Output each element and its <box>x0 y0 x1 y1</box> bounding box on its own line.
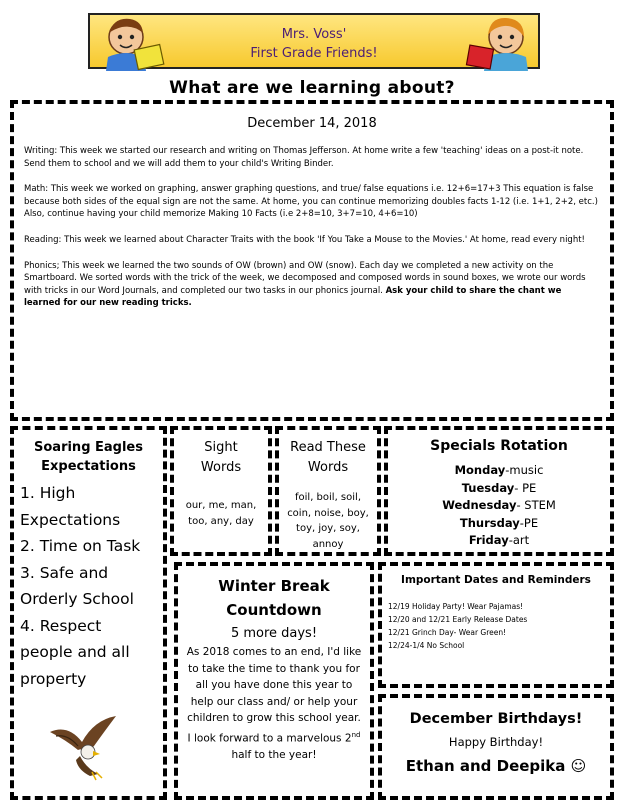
sight-words-list <box>178 498 264 530</box>
specials-subject: PE <box>523 515 539 530</box>
specials-row <box>392 515 606 533</box>
read-words-line: foil, boil, soil, <box>295 492 361 503</box>
specials-title: Specials Rotation <box>430 438 568 454</box>
sight-words-box <box>170 426 272 556</box>
countdown-text: 5 more days! <box>230 626 318 641</box>
specials-subject: STEM <box>524 498 556 512</box>
eagles-title-line1: Soaring Eagles <box>34 440 143 455</box>
specials-day: Tuesday <box>461 480 515 495</box>
specials-row <box>392 480 606 498</box>
winter-message-text: As 2018 comes to an end, I'd like to take the time to thank you for all you have done this year to help our class and/ or help your children to grow this school year. I look forward to a marvelous 2 <box>186 646 362 744</box>
specials-day: Wednesday <box>442 498 517 512</box>
winter-title-line1: Winter Break <box>218 577 330 595</box>
expectation-item: 4. Respect people and all property <box>20 616 130 688</box>
newsletter-date: December 14, 2018 <box>247 116 377 131</box>
winter-message-end: half to the year! <box>231 748 317 761</box>
specials-day: Monday <box>454 463 506 477</box>
writing-paragraph: Writing: This week we started our research and writing on Thomas Jefferson. At home write a few 'teaching' ideas on a post-it note. Send them to school and we will add them to your child's Writing Binder. <box>24 146 584 169</box>
page-title: What are we learning about? <box>169 78 455 98</box>
header-banner <box>88 13 540 69</box>
eagles-title <box>20 438 157 476</box>
specials-subject: PE <box>522 480 537 495</box>
specials-day: Thursday <box>459 515 520 530</box>
birthdays-title: December Birthdays! <box>409 711 583 727</box>
reading-paragraph: Reading: This week we learned about Character Traits with the book 'If You Take a Mouse to the Movies.' At home, read every night! <box>24 234 585 245</box>
december-birthdays-box <box>378 694 614 800</box>
sight-words-title <box>178 438 264 478</box>
specials-row <box>392 497 606 515</box>
birthdays-greeting: Happy Birthday! <box>448 735 544 749</box>
expectation-item: 1. High Expectations <box>20 484 121 529</box>
sight-words-line: our, me, man, <box>185 500 257 511</box>
eagles-title-line2: Expectations <box>41 459 136 474</box>
phonics-paragraph <box>24 260 600 310</box>
specials-row <box>392 532 606 550</box>
expectation-item: 2. Time on Task <box>20 537 141 555</box>
girl-with-book-icon <box>454 13 536 71</box>
specials-rotation-box <box>384 426 614 556</box>
phonics-text: Phonics; This week we learned the two sounds of OW (brown) and OW (snow). Each day we completed a new activity on the Smartboard. We sorted words with the trick of the week, we decomposed and composed words in sound boxes, we wrote our words with tricks in our Word Journals, and completed our two tasks in our phonics journal. <box>24 260 586 296</box>
specials-sep: - <box>505 463 510 477</box>
read-words-list <box>282 490 374 552</box>
specials-day: Friday <box>468 533 509 547</box>
expectation-item: 3. Safe and Orderly School <box>20 563 134 608</box>
read-these-words-title <box>282 438 374 478</box>
phonics-bold-text: Ask your child to share the chant we learned for our new reading tricks. <box>24 285 562 309</box>
date-item: 12/19 Holiday Party! Wear Pajamas! <box>388 602 524 611</box>
winter-break-box <box>174 562 374 800</box>
date-item: 12/24-1/4 No School <box>388 641 465 650</box>
important-dates-box <box>378 562 614 688</box>
read-title-line2: Words <box>307 460 349 475</box>
birthday-names: Ethan and Deepika ☺ <box>405 757 587 775</box>
specials-sep: - <box>514 480 523 495</box>
math-paragraph: Math: This week we worked on graphing, answer graphing questions, and true/ false equations i.e. 12+6=17+3 This equation is false because both sides of the equal sign are not the same. At home, you can continue memorizing doubles facts 1-12 (i.e. 1+1, 2+2, etc.) Also, continue having your child memorize Making 10 Facts (i.e 2+8=10, 3+7=10, 4+6=10) <box>24 184 598 220</box>
date-item: 12/21 Grinch Day- Wear Green! <box>388 628 507 637</box>
read-title-line1: Read These <box>290 440 366 455</box>
sight-words-line: too, any, day <box>188 516 254 527</box>
winter-title-line2: Countdown <box>226 601 322 619</box>
specials-sep: - <box>516 498 525 512</box>
sight-title-line2: Words <box>200 460 242 475</box>
specials-row <box>392 462 606 480</box>
teacher-name: Mrs. Voss' <box>281 27 347 42</box>
specials-subject: music <box>509 463 544 477</box>
eagle-icon <box>48 712 118 782</box>
important-dates-title: Important Dates and Reminders <box>401 574 591 586</box>
sight-title-line1: Sight <box>204 440 238 455</box>
read-these-words-box <box>275 426 381 556</box>
winter-break-title <box>184 574 364 622</box>
specials-sep: - <box>508 533 513 547</box>
winter-message <box>184 644 364 763</box>
read-words-line: coin, noise, boy, <box>287 507 369 519</box>
date-item: 12/20 and 12/21 Early Release Dates <box>388 615 528 624</box>
class-name: First Grade Friends! <box>250 46 378 61</box>
read-words-line: annoy <box>312 538 344 550</box>
specials-subject: art <box>512 533 530 547</box>
read-words-line: toy, joy, soy, <box>296 523 360 534</box>
weekly-learning-box <box>10 100 614 421</box>
specials-sep: - <box>519 515 524 530</box>
ordinal-suffix: nd <box>351 730 361 739</box>
